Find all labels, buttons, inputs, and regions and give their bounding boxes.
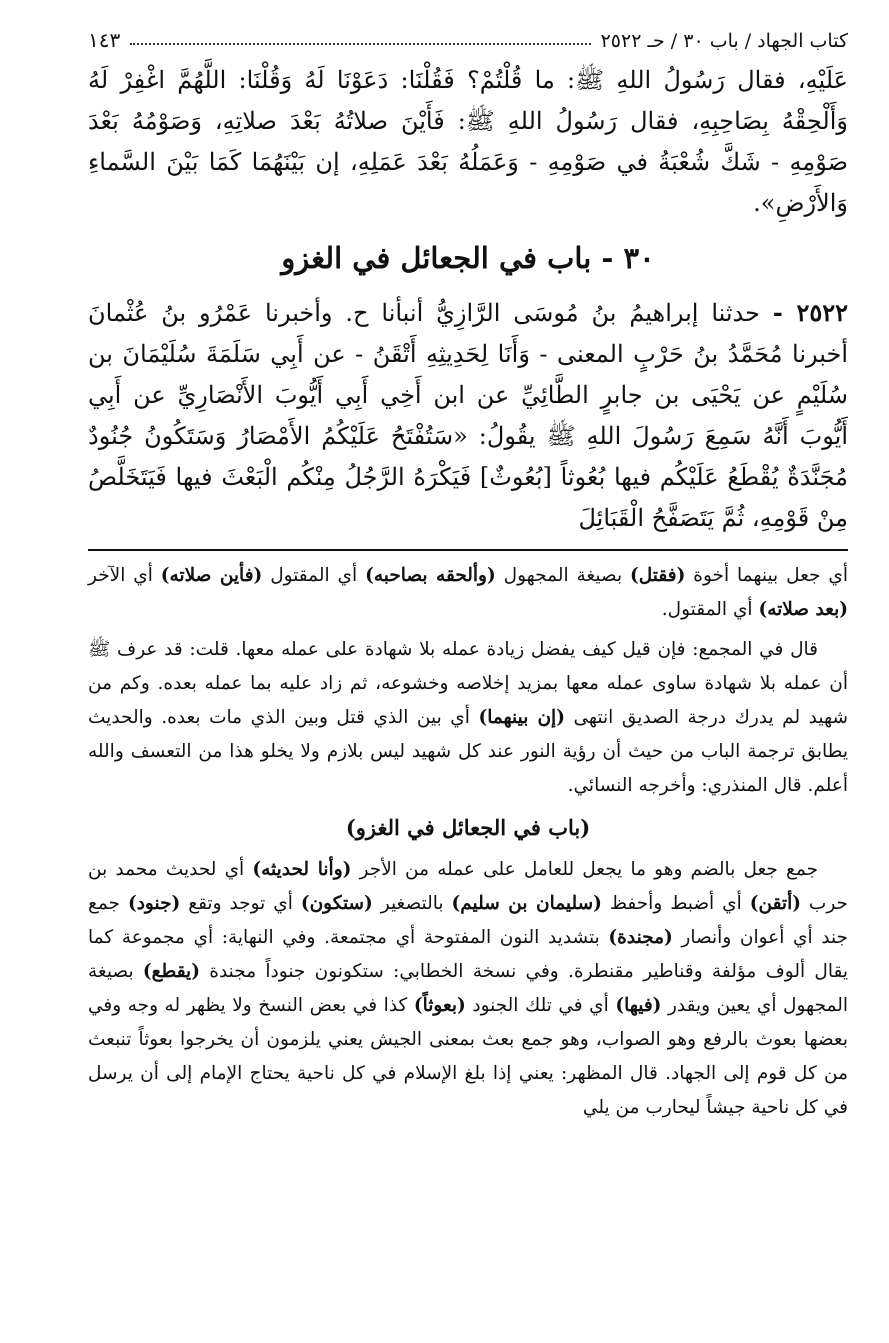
commentary-term: (فأين صلاته): [160, 565, 263, 586]
commentary-term: (يقطع): [142, 961, 200, 982]
commentary-text: قال في المجمع: فإن قيل كيف يفضل زيادة عمله بلا شهادة على عمله معها. قلت: قد عرف ﷺ أن عمله بلا شهادة ساوى عمله معها بمزيد إخلاصه وخشوعه، ثم زاد عليه بما عمله بعده. وكم من شهيد لم يدرك درجة الصديق انتهى: [88, 639, 848, 728]
commentary-text: أي بين الذي قتل وبين الذي مات بعده. والحديث يطابق ترجمة الباب من حيث أن رؤية النور عند كل شهيد ليس بلازم ولا يخلو هذا من التعسف والله أعلم. قال المنذري: وأخرجه النسائي.: [88, 707, 848, 796]
header-dot-leader: [130, 43, 590, 45]
commentary-term: (وأنا لحديثه): [252, 859, 352, 880]
commentary-text: جمع جعل بالضم وهو ما يجعل للعامل على عمله من الأجر: [351, 859, 819, 880]
commentary-text: أي الآخر: [88, 565, 161, 586]
commentary-text: أي جعل بينهما أخوة: [685, 565, 848, 586]
hadith-text: حدثنا إبراهيمُ بنُ مُوسَى الرَّازِيُّ أنبأنا ح. وأخبرنا عَمْرُو بنُ عُثْمانَ أخبرنا مُحَمَّدُ بنُ حَرْبٍ المعنى - وَأَنَا لِحَدِيثِهِ أَتْقَنُ - عن أَبِي سَلَمَةَ سُلَيْمَانَ بن سُلَيْمٍ عن يَحْيَى بن جابرٍ الطَّائِيِّ عن ابن أَخِي أَبِي أَيُّوبَ الأَنْصَارِيِّ عن أَبِي أَيُّوبَ أَنَّهُ سَمِعَ رَسُولَ اللهِ ﷺ يقُولُ: «سَتُفْتَحُ عَلَيْكُمُ الأَمْصَارُ وَسَتَكُونُ جُنُودٌ مُجَنَّدَةٌ يُقْطَعُ عَلَيْكُم فيها بُعُوثاً [بُعُوثٌ] فَيَكْرَهُ الرَّجُلُ مِنْكُم الْبَعْثَ فيها فَيَتَخَلَّصُ مِنْ قَوْمِهِ، ثُمَّ يَتَصَفَّحُ الْقَبَائِلَ: [88, 299, 848, 532]
commentary-term: (أتقن): [749, 893, 801, 914]
commentary-section: [88, 559, 848, 1125]
hadith-number: ٢٥٢٢ -: [772, 298, 848, 327]
commentary-term: (بعوثاً): [413, 995, 466, 1016]
commentary-term: (وألحقه بصاحبه): [365, 565, 496, 586]
commentary-term: (سليمان بن سليم): [451, 893, 602, 914]
commentary-term: (ستكون): [300, 893, 373, 914]
commentary-term: (جنود): [127, 893, 181, 914]
commentary-term: (إن بينهما): [478, 707, 565, 728]
previous-hadith-ending: عَلَيْهِ، فقال رَسُولُ اللهِ ﷺ: ما قُلْتُمْ؟ فَقُلْنَا: دَعَوْنَا لَهُ وَقُلْنَا: اللَّهُمَّ اغْفِرْ لَهُ وَأَلْحِقْهُ بِصَاحِبِهِ، فقال رَسُولُ اللهِ ﷺ: فَأَيْنَ صلاتُهُ بَعْدَ صلاتِهِ، وَصَوْمُهُ بَعْدَ صَوْمِهِ - شَكَّ شُعْبَةُ في صَوْمِهِ - وَعَمَلُهُ بَعْدَ عَمَلِهِ، إن بَيْنَهُمَا كَمَا بَيْنَ السَّماءِ وَالأَرْضِ».: [88, 66, 848, 217]
commentary-term: (فقتل): [630, 565, 686, 586]
commentary-paragraph-3: [88, 853, 848, 1125]
commentary-text: أي لحديث محمد بن حرب: [88, 859, 848, 914]
hadith-main-text: [88, 60, 848, 539]
commentary-text: جمع جند أي أعوان وأنصار: [88, 893, 848, 948]
commentary-text: أي أضبط وأحفظ: [601, 893, 750, 914]
commentary-text: كذا في بعض النسخ ولا يظهر له وجه وفي بعضها بعوث بالرفع وهو الصواب، وهو جمع بعث بمعنى الجيش يعني يلزمون أن يخرجوا بعوثاً تنبعث من كل قوم إلى الجهاد. قال المظهر: يعني إذا بلغ الإسلام في كل ناحية يحتاج الإمام إلى أن يرسل في كل ناحية جيشاً ليحارب من يلي: [88, 995, 848, 1118]
chapter-heading: ٣٠ - باب في الجعائل في الغزو: [281, 241, 655, 275]
commentary-text: أي توجد وتقع: [180, 893, 301, 914]
commentary-paragraph-2: [88, 633, 848, 803]
commentary-text: بالتصغير: [372, 893, 452, 914]
commentary-paragraph-1: [88, 559, 848, 627]
commentary-text: بصيغة المجهول أي يعين ويقدر: [88, 961, 848, 1016]
running-title: كتاب الجهاد / باب ٣٠ / حـ ٢٥٢٢: [600, 30, 848, 52]
page-number: ١٤٣: [88, 28, 121, 52]
commentary-text: أي في تلك الجنود: [465, 995, 616, 1016]
commentary-text: بصيغة المجهول: [495, 565, 631, 586]
footnote-separator: [88, 549, 848, 551]
commentary-term: (فيها): [615, 995, 662, 1016]
hadith-paragraph: [88, 292, 848, 539]
commentary-term: (مجندة): [608, 927, 673, 948]
commentary-sub-heading: (باب في الجعائل في الغزو): [345, 815, 591, 840]
commentary-term: (بعد صلاته): [758, 599, 848, 620]
commentary-text: أي المقتول.: [661, 599, 759, 620]
running-header: [88, 28, 848, 60]
book-page: [88, 28, 848, 1131]
commentary-text: أي المقتول: [262, 565, 366, 586]
commentary-text: بتشديد النون المفتوحة أي مجتمعة. وفي النهاية: أي مجموعة كما يقال ألوف مؤلفة وقناطير مقنطرة. وفي نسخة الخطابي: ستكونون جنوداً مجندة: [88, 927, 849, 982]
